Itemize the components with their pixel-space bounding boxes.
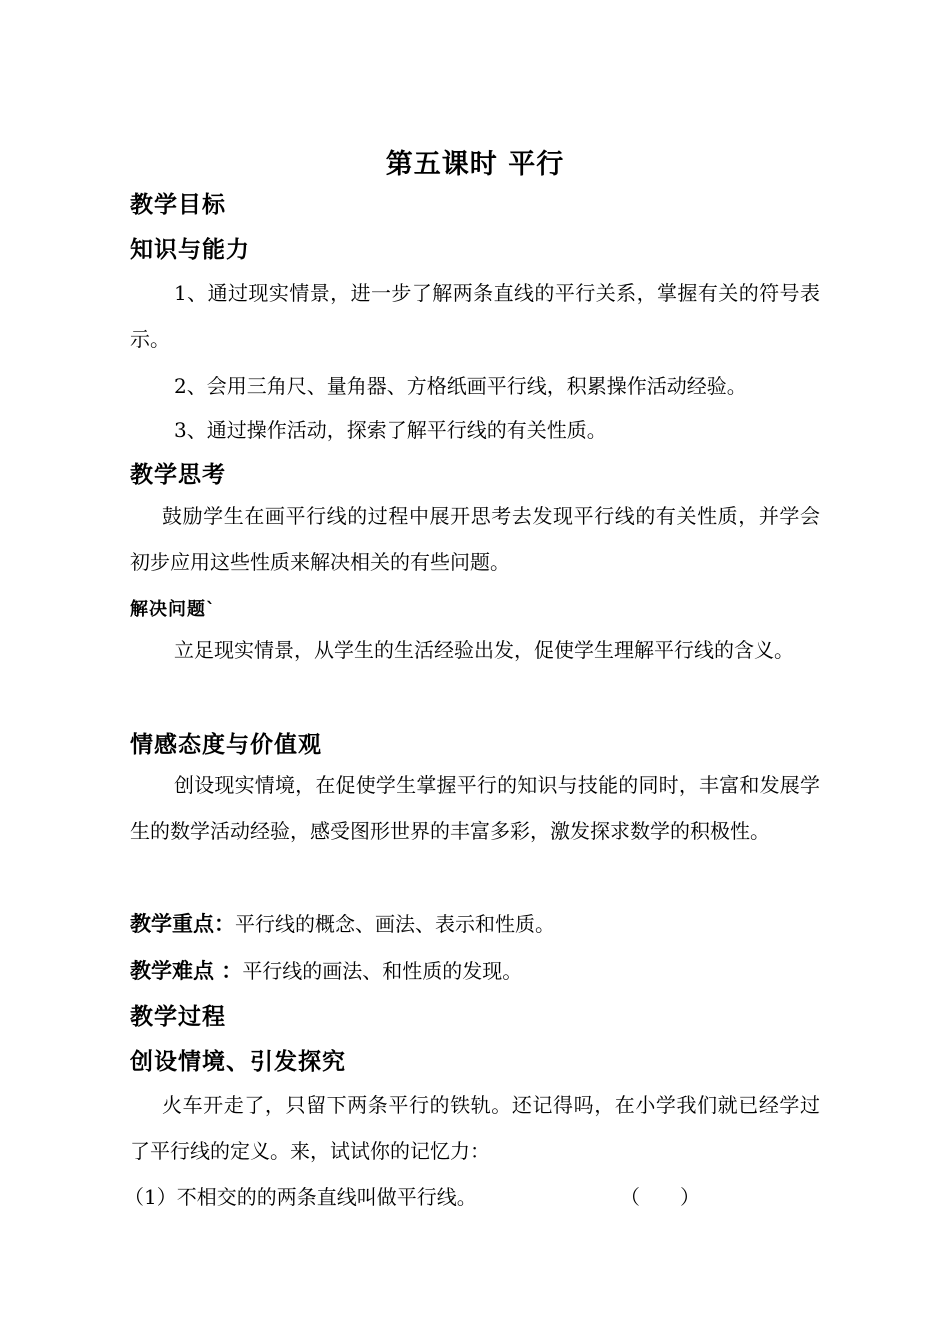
heading-create-scene: 创设情境、引发探究: [130, 1049, 346, 1075]
paren-close: ）: [680, 1185, 700, 1209]
difficulty-text: 平行线的画法、和性质的发现。: [242, 959, 523, 983]
difficulty-line: [130, 955, 522, 985]
emotion-paragraph: 创设现实情境，在促使学生掌握平行的知识与技能的同时，丰富和发展学生的数学活动经验，感受图形世界的丰富多彩，激发探求数学的积极性。: [130, 773, 820, 843]
paren-open: （: [620, 1185, 640, 1209]
scene-paragraph: 火车开走了，只留下两条平行的铁轨。还记得吗，在小学我们就已经学过了平行线的定义。来，试试你的记忆力：: [130, 1093, 820, 1163]
heading-knowledge-ability: 知识与能力: [130, 237, 250, 263]
difficulty-label: 教学难点 ：: [130, 959, 243, 983]
key-point-label: 教学重点：: [130, 912, 235, 936]
answer-blank[interactable]: [620, 1181, 700, 1210]
goal-1: 1、通过现实情景，进一步了解两条直线的平行关系，掌握有关的符号表示。: [130, 281, 820, 351]
thinking-paragraph: 鼓励学生在画平行线的过程中展开思考去发现平行线的有关性质，并学会初步应用这些性质来解决相关的有些问题。: [130, 504, 820, 574]
heading-teaching-process: 教学过程: [130, 1004, 226, 1030]
heading-teaching-goals: 教学目标: [130, 192, 226, 218]
heading-problem-solving: 解决问题`: [130, 599, 216, 620]
heading-emotion-values: 情感态度与价值观: [130, 732, 322, 758]
key-point-line: [130, 908, 555, 938]
problem-paragraph: 立足现实情景，从学生的生活经验出发，促使学生理解平行线的含义。: [174, 638, 794, 662]
page-title: 第五课时 平行: [385, 149, 565, 180]
key-point-text: 平行线的概念、画法、表示和性质。: [235, 912, 555, 936]
goal-2: 2、会用三角尺、量角器、方格纸画平行线，积累操作活动经验。: [174, 374, 747, 398]
heading-teaching-thinking: 教学思考: [130, 462, 226, 488]
question-1: （1）不相交的的两条直线叫做平行线。: [124, 1185, 477, 1209]
goal-3: 3、通过操作活动，探索了解平行线的有关性质。: [174, 418, 607, 442]
